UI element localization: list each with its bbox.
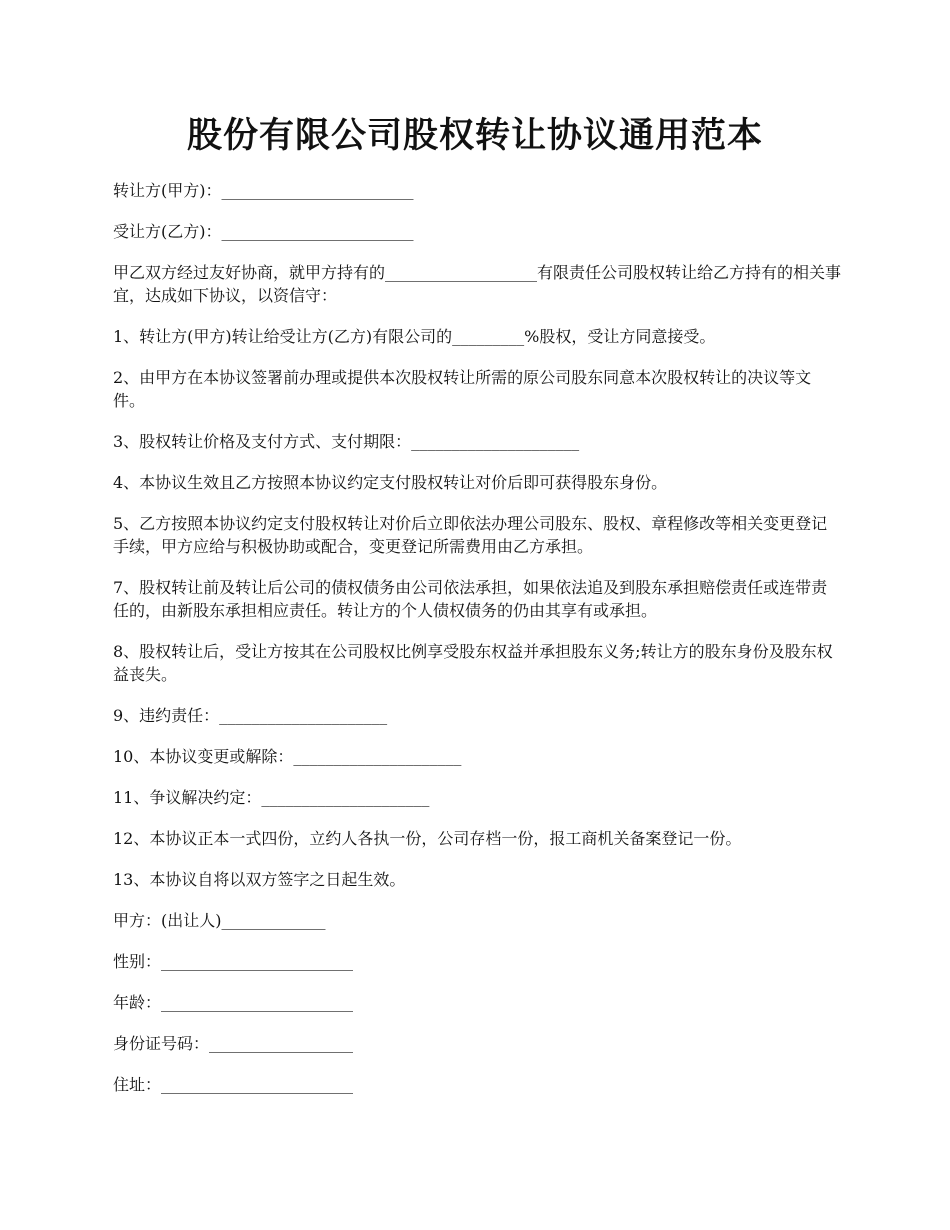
age-field: 年龄：________________________ [113,993,354,1012]
document-body [113,179,843,1114]
clause-3: 3、股权转让价格及支付方式、支付期限：_____________________ [113,432,580,451]
party-a-field: 甲方：(出让人)_____________ [113,911,326,930]
clause-10: 10、本协议变更或解除：_____________________ [113,747,462,766]
clause-7: 7、股权转让前及转让后公司的债权债务由公司依法承担，如果依法追及到股东承担赔偿责任或连带责任的，由新股东承担相应责任。转让方的个人债权债务的仍由其享有或承担。 [113,578,828,620]
clause-5: 5、乙方按照本协议约定支付股权转让对价后立即依法办理公司股东、股权、章程修改等相关变更登记手续，甲方应给与积极协助或配合，变更登记所需费用由乙方承担。 [113,514,828,556]
clause-2: 2、由甲方在本协议签署前办理或提供本次股权转让所需的原公司股东同意本次股权转让的决议等文件。 [113,368,812,410]
gender-field: 性别：________________________ [113,952,354,971]
clause-4: 4、本协议生效且乙方按照本协议约定支付股权转让对价后即可获得股东身份。 [113,473,668,492]
document-title: 股份有限公司股权转让协议通用范本 [186,115,763,156]
clause-12: 12、本协议正本一式四份，立约人各执一份，公司存档一份，报工商机关备案登记一份。 [113,829,742,848]
transferor-field: 转让方(甲方)：________________________ [113,181,414,200]
clause-11: 11、争议解决约定：_____________________ [113,788,430,807]
preamble-paragraph: 甲乙双方经过友好协商，就甲方持有的___________________有限责任公司股权转让给乙方持有的相关事宜，达成如下协议，以资信守： [113,263,842,305]
address-field: 住址：________________________ [113,1075,354,1094]
clause-1: 1、转让方(甲方)转让给受让方(乙方)有限公司的_________%股权，受让方同意接受。 [113,327,716,346]
clause-8: 8、股权转让后，受让方按其在公司股权比例享受股东权益并承担股东义务;转让方的股东身份及股东权益丧失。 [113,642,833,684]
transferee-field: 受让方(乙方)：________________________ [113,222,414,241]
clause-13: 13、本协议自将以双方签字之日起生效。 [113,870,406,889]
clause-9: 9、违约责任：_____________________ [113,706,388,725]
id-number-field: 身份证号码：__________________ [113,1034,354,1053]
